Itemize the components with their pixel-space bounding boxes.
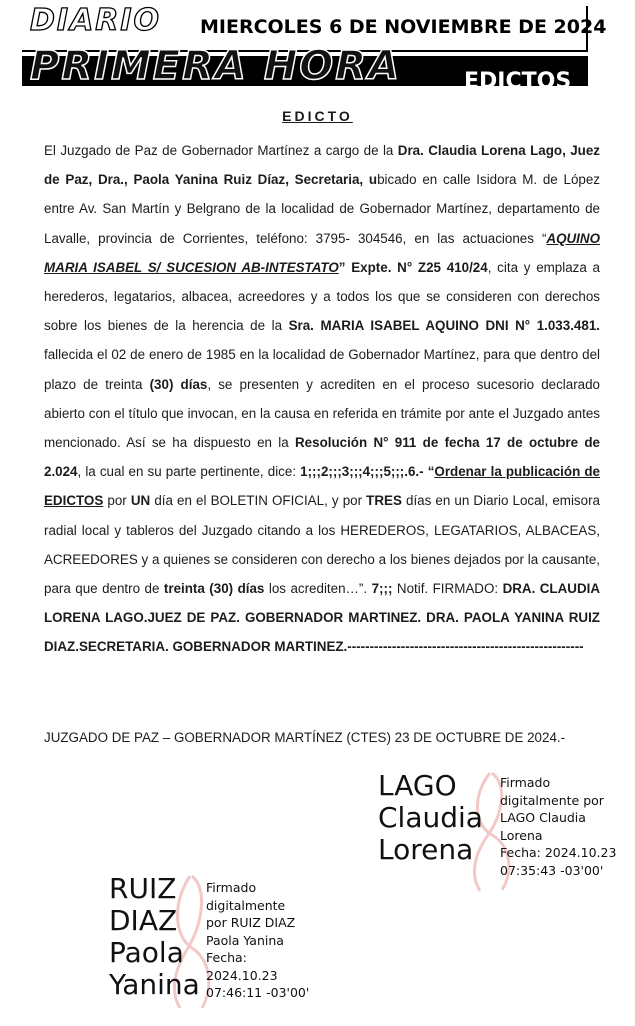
digital-signature-lago	[370, 765, 630, 895]
body-text: bicado en calle Isidora M. de López entre Av. San Martín y Belgrano de la localidad de Gobernador Martínez, departamento de Lavalle, provincia de Corrientes, teléfono: 3795- 304546, en las actuaciones “	[44, 172, 600, 246]
body-text: los acrediten…”.	[264, 581, 372, 597]
newspaper-header	[0, 0, 635, 94]
case-caption: AQUINO MARIA ISABEL S/ SUCESION AB-INTESTATO	[44, 230, 600, 275]
body-text: Notif. FIRMADO:	[392, 581, 503, 597]
signer-name-ruiz-diaz: RUIZ DIAZ Paola Yanina	[109, 872, 200, 1001]
signature-info-lago: Firmado digitalmente por LAGO Claudia Lorena Fecha: 2024.10.23 07:35:43 -03'00'	[500, 775, 617, 878]
masthead-diario: DIARIO	[30, 3, 162, 38]
signatories: DRA. CLAUDIA LORENA LAGO.JUEZ DE PAZ. GOBERNADOR MARTINEZ. DRA. PAOLA YANINA RUIZ DIAZ.SECRETARIA. GOBERNADOR MARTINEZ.-----------------------------------------------------	[44, 581, 601, 655]
section-label: EDICTOS	[464, 69, 572, 94]
resolution-ref: Resolución N° 911 de fecha 17 de octubre de 2.024	[44, 435, 600, 480]
body-text: , la cual en su parte pertinente, dice:	[77, 464, 301, 480]
bold-un: UN	[130, 493, 151, 509]
body-text: por	[103, 493, 131, 509]
case-number: Expte. N° Z25 410/24	[351, 259, 488, 275]
term-days: (30) días	[149, 376, 208, 392]
edict-body	[44, 136, 600, 662]
body-text: El Juzgado de Paz de Gobernador Martínez a cargo de la	[44, 143, 398, 158]
judge-names: Dra. Claudia Lorena Lago, Juez de Paz, Dra., Paola Yanina Ruiz Díaz, Secretaria, u	[44, 143, 600, 188]
deceased-name: Sra. MARIA ISABEL AQUINO DNI N° 1.033.481.	[288, 318, 600, 334]
document-title: EDICTO	[282, 108, 353, 124]
publication-order: Ordenar la publicación de EDICTOS	[44, 464, 600, 509]
publication-date: MIERCOLES 6 DE NOVIEMBRE DE 2024	[200, 16, 607, 38]
resolution-points: 1;;;2;;;3;;;4;;;5;;;.6.- “	[300, 464, 435, 480]
signer-name-lago: LAGO Claudia Lorena	[378, 769, 483, 866]
body-text: , cita y emplaza a herederos, legatarios, albacea, acreedores y a todos los que se consideren con derechos sobre los bienes de la herencia de la	[44, 259, 601, 334]
body-text: , se presenten y acrediten en el proceso sucesorio declarado abierto con el título que invocan, en la causa en referida en trámite por ante el Juzgado antes mencionado. Así se ha dispuesto en la	[44, 376, 601, 451]
body-text: días en un Diario Local, emisora radial local y tableros del Juzgado citando a los HEREDEROS, LEGATARIOS, ALBACEAS, ACREEDORES y a quienes se consideren con derecho a los bienes dejados por la causante, para que dentro de	[44, 493, 600, 597]
signature-info-ruiz-diaz: Firmado digitalmente por RUIZ DIAZ Paola Yanina Fecha: 2024.10.23 07:46:11 -03'00'	[206, 880, 310, 1000]
digital-signature-ruiz-diaz	[100, 868, 320, 1018]
resolution-point-7: 7;;;	[371, 581, 393, 597]
masthead-primera-hora: PRIMERA HORA	[30, 43, 402, 89]
bold-tres: TRES	[366, 493, 402, 509]
closing-line: JUZGADO DE PAZ – GOBERNADOR MARTÍNEZ (CTES) 23 DE OCTUBRE DE 2024.-	[44, 730, 566, 745]
term-days-2: treinta (30) días	[163, 581, 265, 597]
body-text: fallecida el 02 de enero de 1985 en la localidad de Gobernador Martínez, para que dentro del plazo de treinta	[44, 347, 600, 392]
quote-close: ”	[338, 259, 352, 275]
body-text: día en el BOLETIN OFICIAL, y por	[150, 493, 367, 509]
